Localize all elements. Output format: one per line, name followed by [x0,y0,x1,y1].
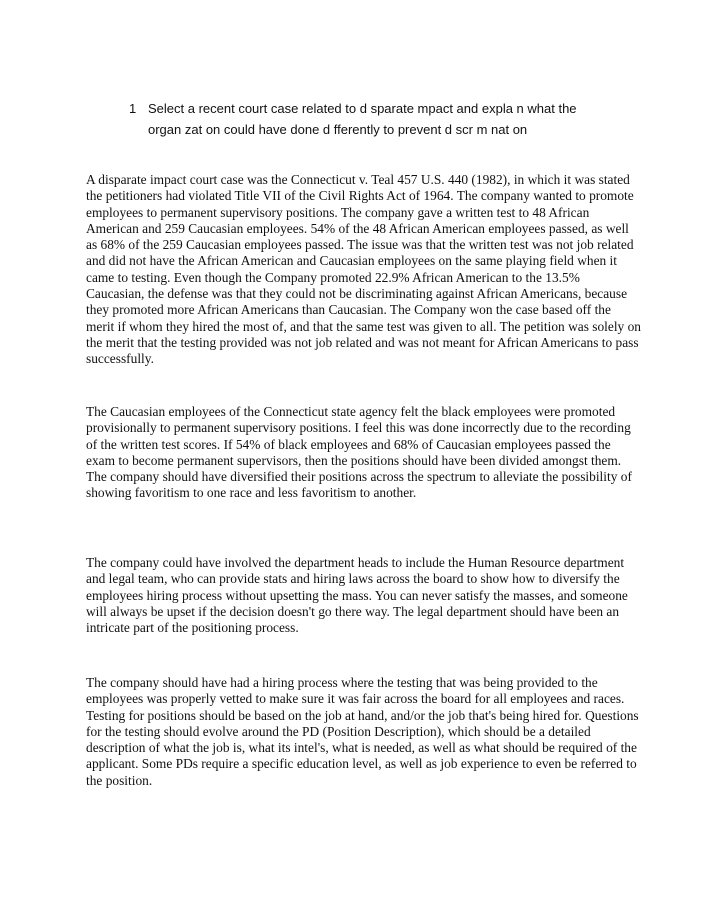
paragraph-hiring-process: The company should have had a hiring process where the testing that was being provided to the employees was properly vetted to make sure it was fair across the board for all employees and races. Testing for positions should be based on the job at hand, and/or the job that's being hired for. Questions for the testing should evolve around the PD (Position Description), which should be a detailed description of what the job is, what its intel's, what is needed, as well as what should be required of the applicant. Some PDs require a specific education level, as well as job experience to even be referred to the position. [86,675,639,788]
paragraph-opinion: The Caucasian employees of the Connecticut state agency felt the black employees were promoted provisionally to permanent supervisory positions. I feel this was done incorrectly due to the recording of the written test scores. If 54% of black employees and 68% of Caucasian employees passed the exam to become permanent supervisors, then the positions should have been divided amongst them. The company should have diversified their positions across the spectrum to alleviate the possibility of showing favoritism to one race and less favoritism to another. [86,404,632,501]
question-number: 1 [129,101,137,116]
question-item [129,98,609,140]
paragraph-case-summary: A disparate impact court case was the Connecticut v. Teal 457 U.S. 440 (1982), in which it was stated the petitioners had violated Title VII of the Civil Rights Act of 1964. The company wanted to promote employees to permanent supervisory positions. The company gave a written test to 48 African American and 259 Caucasian employees. 54% of the 48 African American employees passed, as well as 68% of the 259 Caucasian employees passed. The issue was that the written test was not job related and did not have the African American and Caucasian employees on the same playing field when it came to testing. Even though the Company promoted 22.9% African American to the 13.5% Caucasian, the defense was that they could not be discriminating against African Americans, because they promoted more African Americans than Caucasian. The Company won the case based off the merit if whom they hired the most of, and that the same test was given to all. The petition was solely on the merit that the testing provided was not job related and was not meant for African Americans to pass successfully. [86,172,641,367]
paragraph-department-involvement: The company could have involved the department heads to include the Human Resource department and legal team, who can provide stats and hiring laws across the board to show how to diversify the employees hiring process without upsetting the mass. You can never satisfy the masses, and someone will always be upset if the decision doesn't go there way. The legal department should have been an intricate part of the positioning process. [86,555,628,636]
question-text: Select a recent court case related to d sparate mpact and expla n what the organ zat on could have done d fferently to prevent d scr m nat on [148,101,577,137]
